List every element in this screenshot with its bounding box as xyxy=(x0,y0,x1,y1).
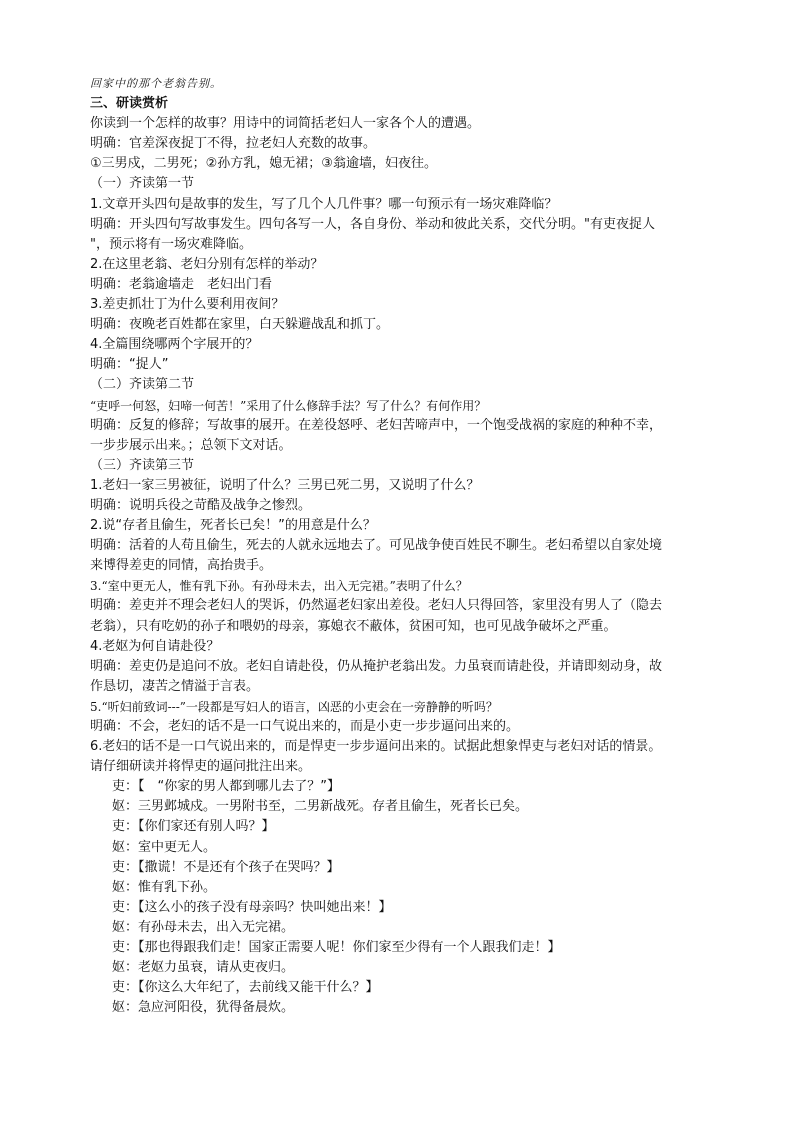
answer-story-detail: ①三男戍，二男死；②孙方乳，媳无裙；③翁逾墙，妇夜往。 xyxy=(90,156,437,172)
p3-question-5: 5.“听妇前致词---”一段都是写妇人的语言，凶恶的小吏会在一旁静静的听吗？ xyxy=(90,699,498,714)
p1-question-4: 4.全篇围绕哪两个字展开的？ xyxy=(90,337,259,353)
dialogue-line: 吏：【那也得跟我们走！国家正需要人呢！你们家至少得有一个人跟我们走！】 xyxy=(112,940,561,956)
p2-answer-1-line1: 明确：反复的修辞；写故事的展开。在差役怒呼、老妇苦啼声中，一个饱受战祸的家庭的种种不幸， xyxy=(90,417,663,433)
p1-answer-1-line1: 明确：开头四句写故事发生。四句各写一人，各自身份、举动和彼此关系，交代分明。"有吏夜捉人 xyxy=(90,216,655,232)
section-title: 三、研读赏析 xyxy=(90,96,169,112)
p2-answer-1-line2: 一步步展示出来。；总领下文对话。 xyxy=(90,437,292,453)
p3-answer-1: 明确：说明兵役之苛酷及战争之惨烈。 xyxy=(90,497,312,513)
p1-answer-1-line2: "，预示将有一场灾难降临。 xyxy=(90,236,252,252)
p1-answer-2: 明确：老翁逾墙走 老妇出门看 xyxy=(90,276,273,292)
dialogue-line: 吏：【这么小的孩子没有母亲吗？快叫她出来！】 xyxy=(112,899,392,915)
p3-question-4: 4.老妪为何自请赴役？ xyxy=(90,638,220,654)
dialogue-line: 吏：【撒谎！不是还有个孩子在哭吗？】 xyxy=(112,859,340,875)
p3-answer-3-line1: 明确：差吏并不理会老妇人的哭诉，仍然逼老妇家出差役。老妇人只得回答，家里没有男人了（隐去 xyxy=(90,598,663,614)
p1-answer-3: 明确：夜晚老百姓都在家里，白天躲避战乱和抓丁。 xyxy=(90,317,390,333)
p3-question-6-line2: 请仔细研读并将悍吏的逼问批注出来。 xyxy=(90,759,312,775)
dialogue-line: 吏：【你这么大年纪了，去前线又能干什么？】 xyxy=(112,980,379,996)
dialogue-line: 妪：急应河阳役，犹得备晨炊。 xyxy=(112,1000,295,1016)
dialogue-line: 妪：有孙母未去，出入无完裙。 xyxy=(112,919,295,935)
dialogue-line: 吏：【 “你家的男人都到哪儿去了？”】 xyxy=(112,779,340,795)
dialogue-line: 妪：惟有乳下孙。 xyxy=(112,879,217,895)
document-body xyxy=(90,74,710,1018)
p3-question-1: 1.老妇一家三男被征，说明了什么？三男已死二男，又说明了什么？ xyxy=(90,477,480,493)
dialogue-line: 妪：室中更无人。 xyxy=(112,839,217,855)
intro-line: 回家中的那个老翁告别。 xyxy=(90,77,222,90)
p3-answer-3-line2: 老翁），只有吃奶的孙子和喂奶的母亲，寡媳衣不蔽体，贫困可知，也可见战争破坏之严重。 xyxy=(90,618,617,634)
dialogue-line: 吏：【你们家还有别人吗？】 xyxy=(112,819,275,835)
dialogue-block xyxy=(90,777,710,1018)
p1-question-3: 3.差吏抓壮丁为什么要利用夜间？ xyxy=(90,297,285,313)
p3-question-3: 3.“室中更无人，惟有乳下孙。有孙母未去，出入无完裙。”表明了什么？ xyxy=(90,579,468,594)
part2-heading: （二）齐读第二节 xyxy=(90,377,195,393)
p2-question-1: “吏呼一何怒，妇啼一何苦！”采用了什么修辞手法？写了什么？有何作用？ xyxy=(90,398,487,413)
p3-question-2: 2.说“存者且偷生，死者长已矣！”的用意是什么？ xyxy=(90,518,376,534)
p3-answer-4-line2: 作恳切，凄苦之情溢于言表。 xyxy=(90,678,260,694)
p1-question-2: 2.在这里老翁、老妇分别有怎样的举动？ xyxy=(90,256,324,272)
p3-answer-4-line1: 明确：差吏仍是追问不放。老妇自请赴役，仍从掩护老翁出发。力虽衰而请赴役，并请即刻动身，故 xyxy=(90,658,663,674)
p3-answer-5: 明确：不会，老妇的话不是一口气说出来的，而是小吏一步步逼问出来的。 xyxy=(90,719,520,734)
part3-heading: （三）齐读第三节 xyxy=(90,457,195,473)
part1-heading: （一）齐读第一节 xyxy=(90,176,195,192)
answer-story: 明确：官差深夜捉丁不得，拉老妇人充数的故事。 xyxy=(90,136,377,152)
p1-question-1: 1.文章开头四句是故事的发生，写了几个人几件事？哪一句预示有一场灾难降临？ xyxy=(90,196,558,212)
p1-answer-4: 明确：“捉人” xyxy=(90,357,169,373)
dialogue-line: 妪：老妪力虽衰，请从吏夜归。 xyxy=(112,960,295,976)
question-story: 你读到一个怎样的故事？用诗中的词简括老妇人一家各个人的遭遇。 xyxy=(90,116,481,132)
p3-answer-2-line2: 来博得差吏的同情，高抬贵手。 xyxy=(90,558,273,574)
p3-answer-2-line1: 明确：活着的人苟且偷生，死去的人就永远地去了。可见战争使百姓民不聊生。老妇希望以自家处境 xyxy=(90,538,663,554)
dialogue-line: 妪：三男邺城戍。一男附书至，二男新战死。存者且偷生，死者长已矣。 xyxy=(112,799,529,815)
p3-question-6-line1: 6.老妇的话不是一口气说出来的，而是悍吏一步步逼问出来的。试据此想象悍吏与老妇对话的情景。 xyxy=(90,739,662,755)
